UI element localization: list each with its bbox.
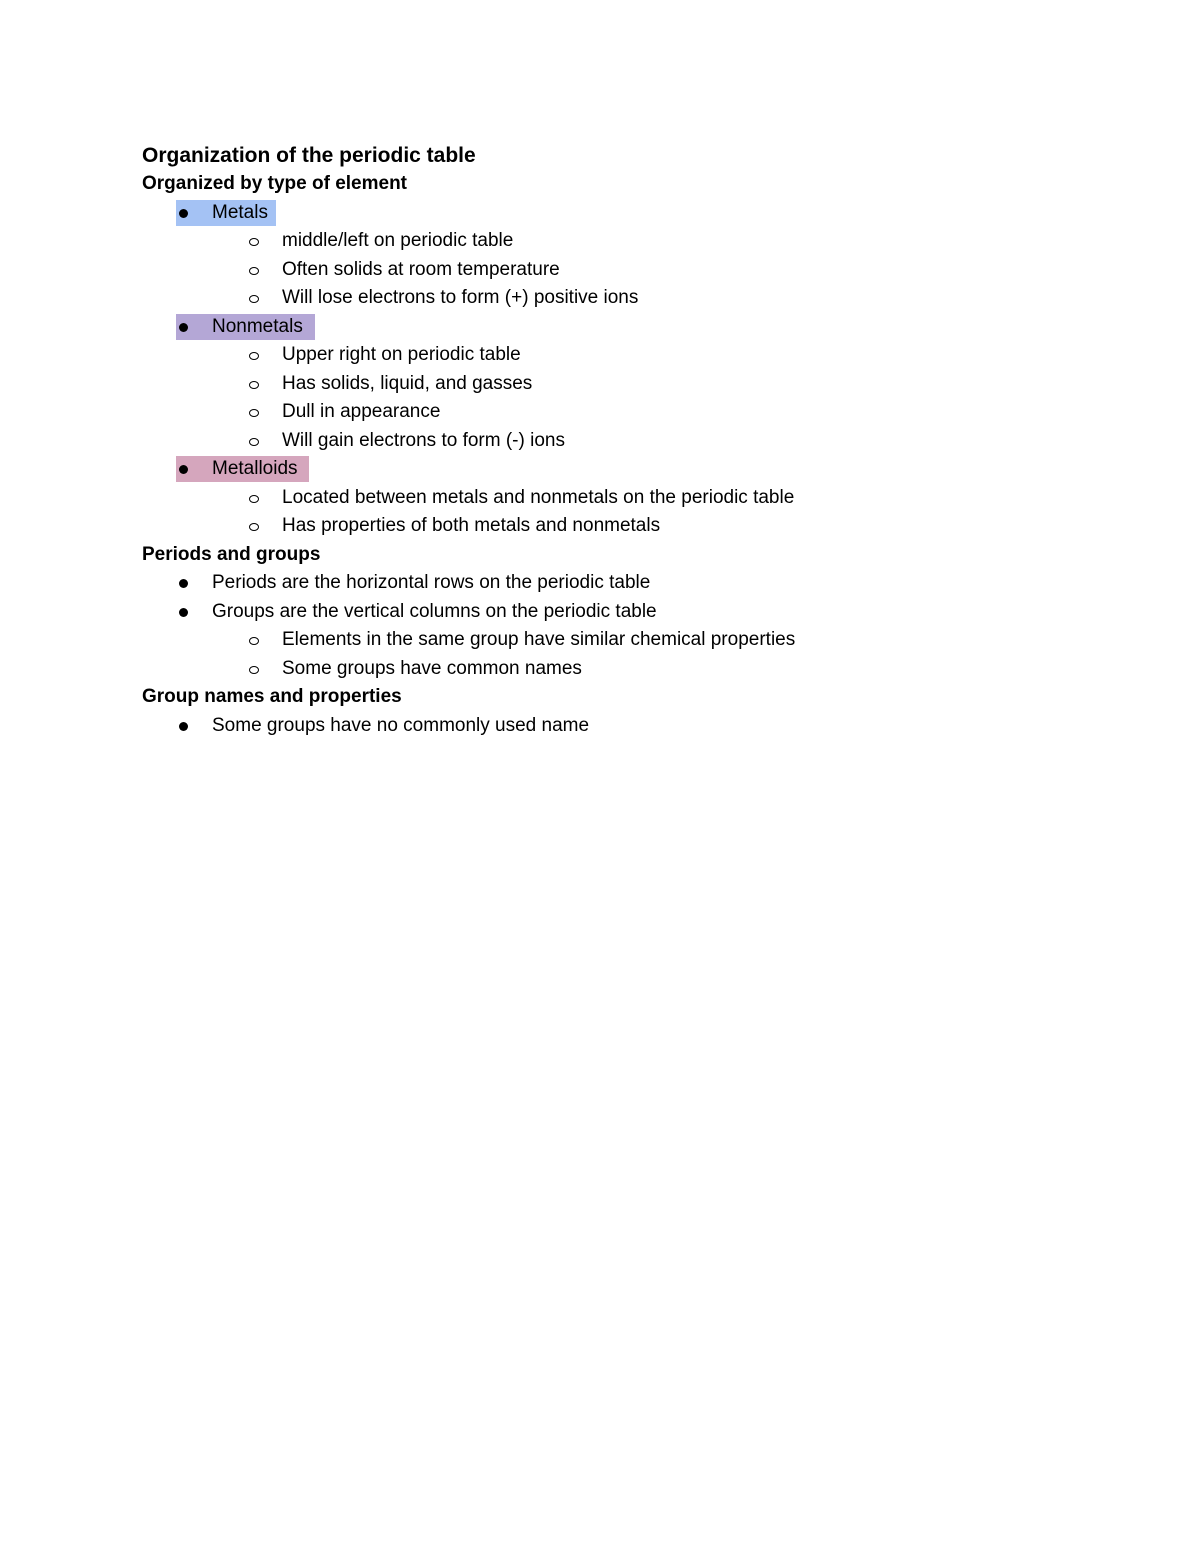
bullet-filled-icon — [179, 579, 188, 588]
list-subitem — [142, 655, 1042, 684]
list-item-metals — [142, 199, 1042, 228]
item-text: Some groups have no commonly used name — [212, 714, 590, 736]
bullet-filled-icon — [179, 209, 188, 218]
section-heading-group-names: Group names and properties — [142, 686, 402, 707]
document-title: Organization of the periodic table — [142, 144, 476, 167]
list-item-nonmetals — [142, 313, 1042, 342]
list-subitem — [142, 227, 1042, 256]
list-subitem — [142, 427, 1042, 456]
bullet-hollow-icon — [249, 637, 259, 645]
section-heading-periods-groups: Periods and groups — [142, 543, 321, 565]
bullet-hollow-icon — [249, 381, 259, 389]
list-subitem — [142, 512, 1042, 541]
bullet-hollow-icon — [249, 495, 259, 503]
bullet-hollow-icon — [249, 438, 259, 446]
bullet-hollow-icon — [249, 523, 259, 531]
bullet-hollow-icon — [249, 409, 259, 417]
list-subitem — [142, 484, 1042, 513]
section-heading-element-types: Organized by type of element — [142, 173, 407, 194]
item-text: Periods are the horizontal rows on the periodic table — [212, 572, 651, 593]
subitem-text: Some groups have common names — [282, 657, 582, 679]
subitem-text: Located between metals and nonmetals on the periodic table — [282, 486, 795, 508]
subitem-text: Upper right on periodic table — [282, 344, 521, 365]
bullet-hollow-icon — [249, 666, 259, 674]
bullet-filled-icon — [179, 323, 188, 332]
subitem-text: Has solids, liquid, and gasses — [282, 372, 533, 394]
bullet-hollow-icon — [249, 267, 259, 275]
subitem-text: Often solids at room temperature — [282, 258, 560, 280]
bullet-filled-icon — [179, 722, 188, 731]
item-text: Groups are the vertical columns on the periodic table — [212, 600, 657, 622]
bullet-hollow-icon — [249, 295, 259, 303]
category-label-nonmetals: Nonmetals — [212, 315, 303, 337]
list-subitem — [142, 370, 1042, 399]
subitem-text: Will gain electrons to form (-) ions — [282, 429, 565, 451]
list-subitem — [142, 398, 1042, 427]
subitem-text: Dull in appearance — [282, 401, 441, 422]
list-item — [142, 712, 1042, 741]
category-label-metalloids: Metalloids — [212, 458, 298, 479]
list-item — [142, 598, 1042, 627]
list-subitem — [142, 256, 1042, 285]
subitem-text: middle/left on periodic table — [282, 230, 514, 251]
bullet-filled-icon — [179, 608, 188, 617]
list-subitem — [142, 626, 1042, 655]
bullet-hollow-icon — [249, 238, 259, 246]
subitem-text: Elements in the same group have similar chemical properties — [282, 629, 796, 650]
bullet-hollow-icon — [249, 352, 259, 360]
list-subitem — [142, 341, 1042, 370]
document-body — [142, 141, 1042, 740]
subitem-text: Will lose electrons to form (+) positive ions — [282, 287, 639, 308]
subitem-text: Has properties of both metals and nonmetals — [282, 515, 661, 536]
list-item — [142, 569, 1042, 598]
list-subitem — [142, 284, 1042, 313]
list-item-metalloids — [142, 455, 1042, 484]
category-label-metals: Metals — [212, 201, 268, 223]
